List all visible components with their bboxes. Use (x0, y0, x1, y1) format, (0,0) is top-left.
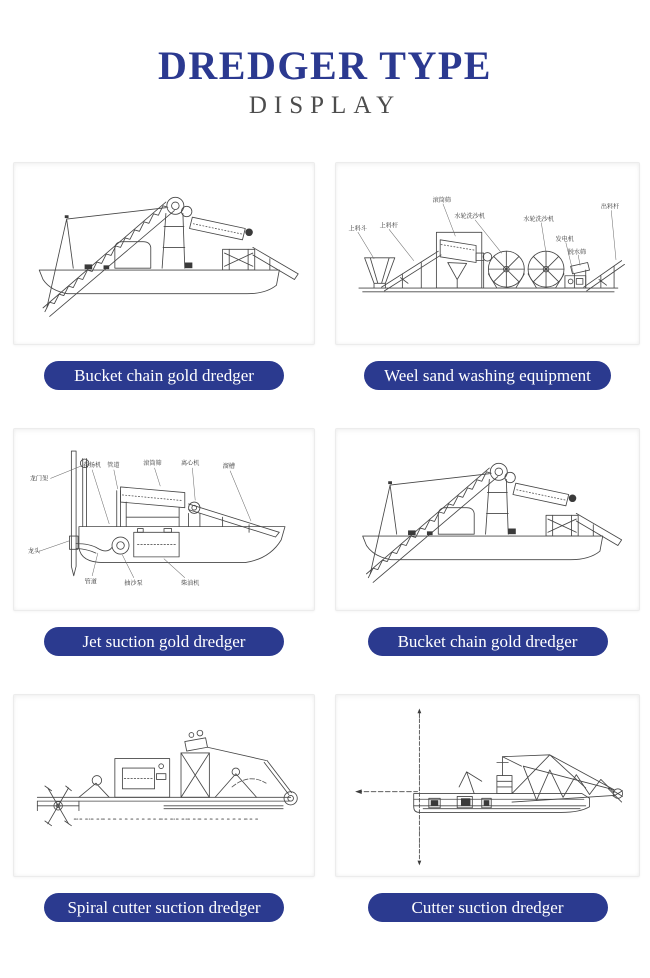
panel-image-cutter-suction[interactable] (335, 694, 640, 877)
spiral-cutter-suction-dredger-drawing (20, 700, 308, 870)
grid-cell-4 (335, 428, 640, 656)
annotation-feed-conveyor: 上料杆 (379, 222, 399, 230)
grid-cell-5 (13, 694, 315, 922)
cutter-suction-dredger-drawing (342, 700, 633, 870)
grid-cell-1 (13, 162, 315, 390)
annotation-dewatering-screen: 脱水筛 (567, 249, 587, 257)
panel-image-bucket-chain-2[interactable] (335, 428, 640, 611)
page-header (0, 0, 650, 118)
annotation-pipe-top: 管道 (107, 462, 120, 470)
dredger-grid (0, 162, 650, 922)
jet-suction-dredger-drawing (20, 434, 308, 604)
sand-washing-line-drawing (342, 168, 633, 338)
grid-cell-2 (335, 162, 640, 390)
annotation-suction-head: 龙头 (27, 548, 41, 556)
caption-bucket-chain-1[interactable]: Bucket chain gold dredger (44, 361, 284, 390)
annotation-drum-screen: 滚筒筛 (143, 460, 162, 468)
caption-bucket-chain-2[interactable]: Bucket chain gold dredger (368, 627, 608, 656)
annotation-sluice: 溜槽 (222, 463, 235, 471)
annotation-discharge-conveyor: 出料杆 (600, 204, 620, 212)
annotation-winch: 卷扬机 (82, 462, 102, 470)
caption-cutter-suction[interactable]: Cutter suction dredger (368, 893, 608, 922)
panel-image-sand-washing[interactable] (335, 162, 640, 345)
annotation-centrifuge: 离心机 (181, 460, 200, 468)
grid-cell-3 (13, 428, 315, 656)
grid-cell-6 (335, 694, 640, 922)
annotation-diesel-engine: 柴油机 (181, 580, 200, 588)
annotation-gantry: 龙门架 (29, 475, 49, 483)
caption-spiral-cutter[interactable]: Spiral cutter suction dredger (44, 893, 284, 922)
annotation-drum-screen: 滚筒筛 (432, 197, 452, 205)
panel-image-bucket-chain-1[interactable] (13, 162, 315, 345)
caption-jet-suction[interactable]: Jet suction gold dredger (44, 627, 284, 656)
bucket-chain-dredger-drawing (342, 434, 633, 604)
annotation-wheel-washer-2: 水轮洗沙机 (523, 216, 555, 224)
annotation-generator: 发电机 (555, 236, 574, 244)
caption-sand-washing[interactable]: Weel sand washing equipment (364, 361, 611, 390)
annotation-feed-hopper: 上料斗 (348, 225, 367, 233)
annotation-wheel-washer-1: 水轮洗沙机 (454, 213, 486, 221)
page-subtitle: DISPLAY (248, 92, 402, 119)
annotation-sand-pump: 抽沙泵 (124, 580, 143, 588)
panel-image-spiral-cutter[interactable] (13, 694, 315, 877)
panel-image-jet-suction[interactable] (13, 428, 315, 611)
page-title: DREDGER TYPE (158, 43, 492, 88)
bucket-chain-dredger-drawing (20, 168, 308, 338)
annotation-pipe-bottom: 管道 (84, 578, 97, 586)
